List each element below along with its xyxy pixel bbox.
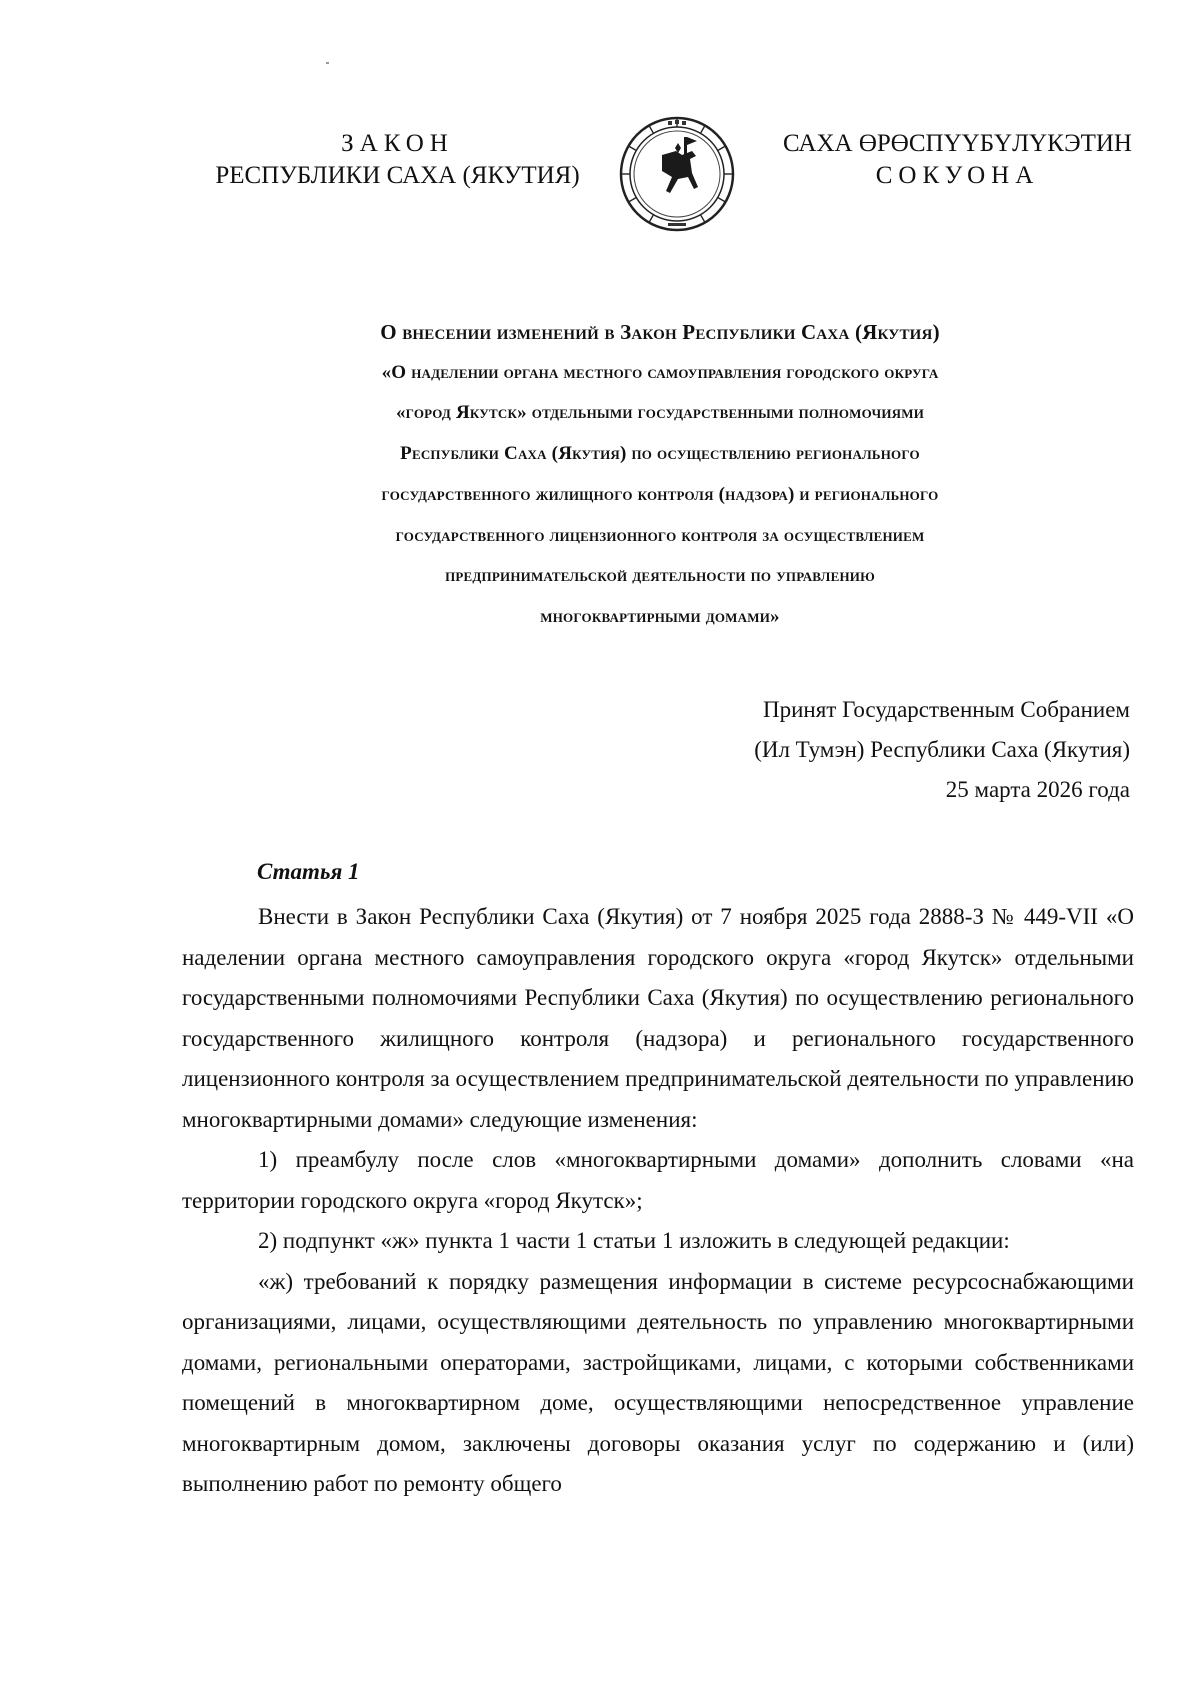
article-paragraph: 2) подпункт «ж» пункта 1 части 1 статьи 1 изложить в следующей редакции: xyxy=(258,1228,1010,1253)
adoption-line: (Ил Тумэн) Республики Саха (Якутия) xyxy=(754,737,1130,762)
adoption-line: Принят Государственным Собранием xyxy=(762,697,1130,722)
header-republic-name: РЕСПУБЛИКИ САХА (ЯКУТИЯ) xyxy=(215,162,580,189)
title-line: Республики Саха (Якутия) по осуществлению регионального xyxy=(400,443,920,465)
scan-speck xyxy=(326,62,329,64)
header-yakut xyxy=(770,128,1145,192)
title-line: «О наделении органа местного самоуправления городского округа xyxy=(381,361,939,383)
coat-of-arms-emblem-icon xyxy=(618,115,736,233)
header-republic-name-yakut: САХА ӨРӨСПҮҮБҮЛҮКЭТИН xyxy=(783,130,1132,157)
adoption-date: 25 марта 2026 года xyxy=(945,777,1130,802)
article-paragraph: Внести в Закон Республики Саха (Якутия) от 7 ноября 2025 года 2888-З № 449-VII «О наделении органа местного самоуправления городского округа «город Якутск» отдельными государственными полномочиями Республики Саха (Якутия) по осуществлению регионального государственного жилищного контроля (надзора) и регионального государственного лицензионного контроля за осуществлением предпринимательской деятельности по управлению многоквартирными домами» следующие изменения: xyxy=(182,904,1134,1132)
title-line: «город Якутск» отдельными государственными полномочиями xyxy=(395,402,925,424)
emblem-svg xyxy=(618,115,736,233)
header-russian xyxy=(205,128,590,192)
law-title xyxy=(180,312,1140,638)
article-heading: Статья 1 xyxy=(257,859,360,884)
adoption-block xyxy=(640,690,1130,810)
header-law-word-yakut: СОКУОНА xyxy=(875,162,1040,189)
title-line: государственного жилищного контроля (надзора) и регионального xyxy=(381,483,939,505)
article-paragraph: «ж) требований к порядку размещения информации в системе ресурсоснабжающими организациями, лицами, осуществляющими деятельность по управлению многоквартирными домами, региональными операторами, застройщиками, лицами, с которыми собственниками помещений в многоквартирном доме, осуществляющими непосредственное управление многоквартирным домом, заключены договоры оказания услуг по содержанию и (или) выполнению работ по ремонту общего xyxy=(182,1268,1134,1496)
title-line: О внесении изменений в Закон Республики Саха (Якутия) xyxy=(380,320,940,344)
title-line: государственного лицензионного контроля за осуществлением xyxy=(395,524,925,546)
title-line: предпринимательской деятельности по управлению xyxy=(445,565,875,587)
article-body xyxy=(182,897,1134,1505)
title-line: многоквартирными домами» xyxy=(540,605,780,627)
header-law-word: ЗАКОН xyxy=(341,130,454,157)
article-paragraph: 1) преамбулу после слов «многоквартирными домами» дополнить словами «на территории городского округа «город Якутск»; xyxy=(182,1147,1134,1213)
